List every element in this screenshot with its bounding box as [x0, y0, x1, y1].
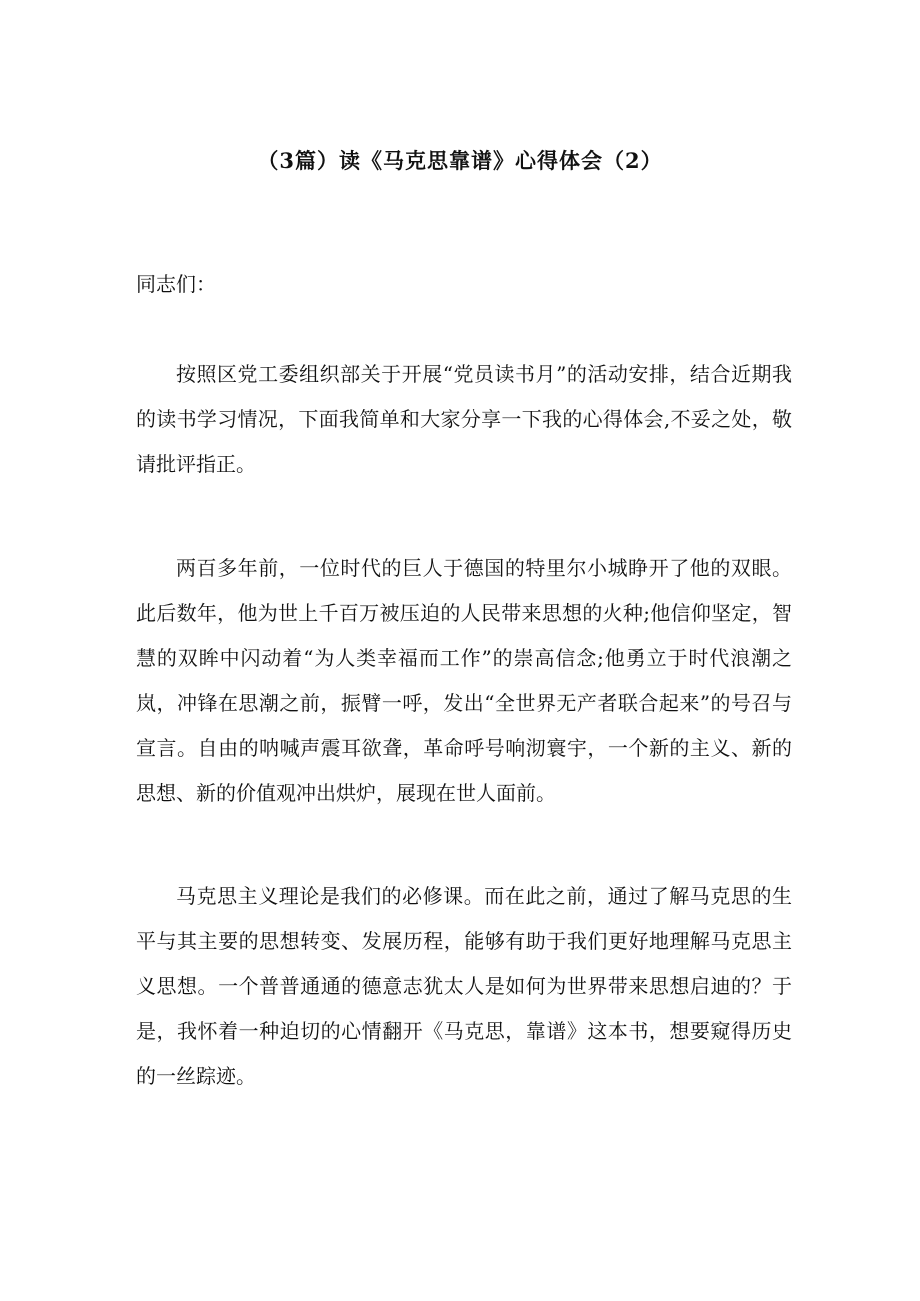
document-title: （3篇）读《马克思靠谱》心得体会（2）: [257, 148, 663, 173]
paragraph-2: 两百多年前，一位时代的巨人于德国的特里尔小城睁开了他的双眼。此后数年，他为世上千百万被压迫的人民带来思想的火种;他信仰坚定，智慧的双眸中闪动着“为人类幸福而工作”的崇高信念;他勇立于时代浪潮之岚，冲锋在思潮之前，振臂一呼，发出“全世界无产者联合起来”的号召与宣言。自由的呐喊声震耳欲聋，革命呼号响沏寰宇，一个新的主义、新的思想、新的价值观冲出烘炉，展现在世人面前。: [136, 556, 792, 805]
paragraph-3: 马克思主义理论是我们的必修课。而在此之前，通过了解马克思的生平与其主要的思想转变、发展历程，能够有助于我们更好地理解马克思主义思想。一个普普通通的德意志犹太人是如何为世界带来思想启迪的？于是，我怀着一种迫切的心情翻开《马克思，靠谱》这本书，想要窥得历史的一丝踪迹。: [136, 884, 792, 1088]
salutation: 同志们：: [136, 272, 216, 296]
paragraph-1: 按照区党工委组织部关于开展“党员读书月”的活动安排，结合近期我的读书学习情况，下面我简单和大家分享一下我的心得体会,不妥之处，敬请批评指正。: [136, 362, 792, 476]
